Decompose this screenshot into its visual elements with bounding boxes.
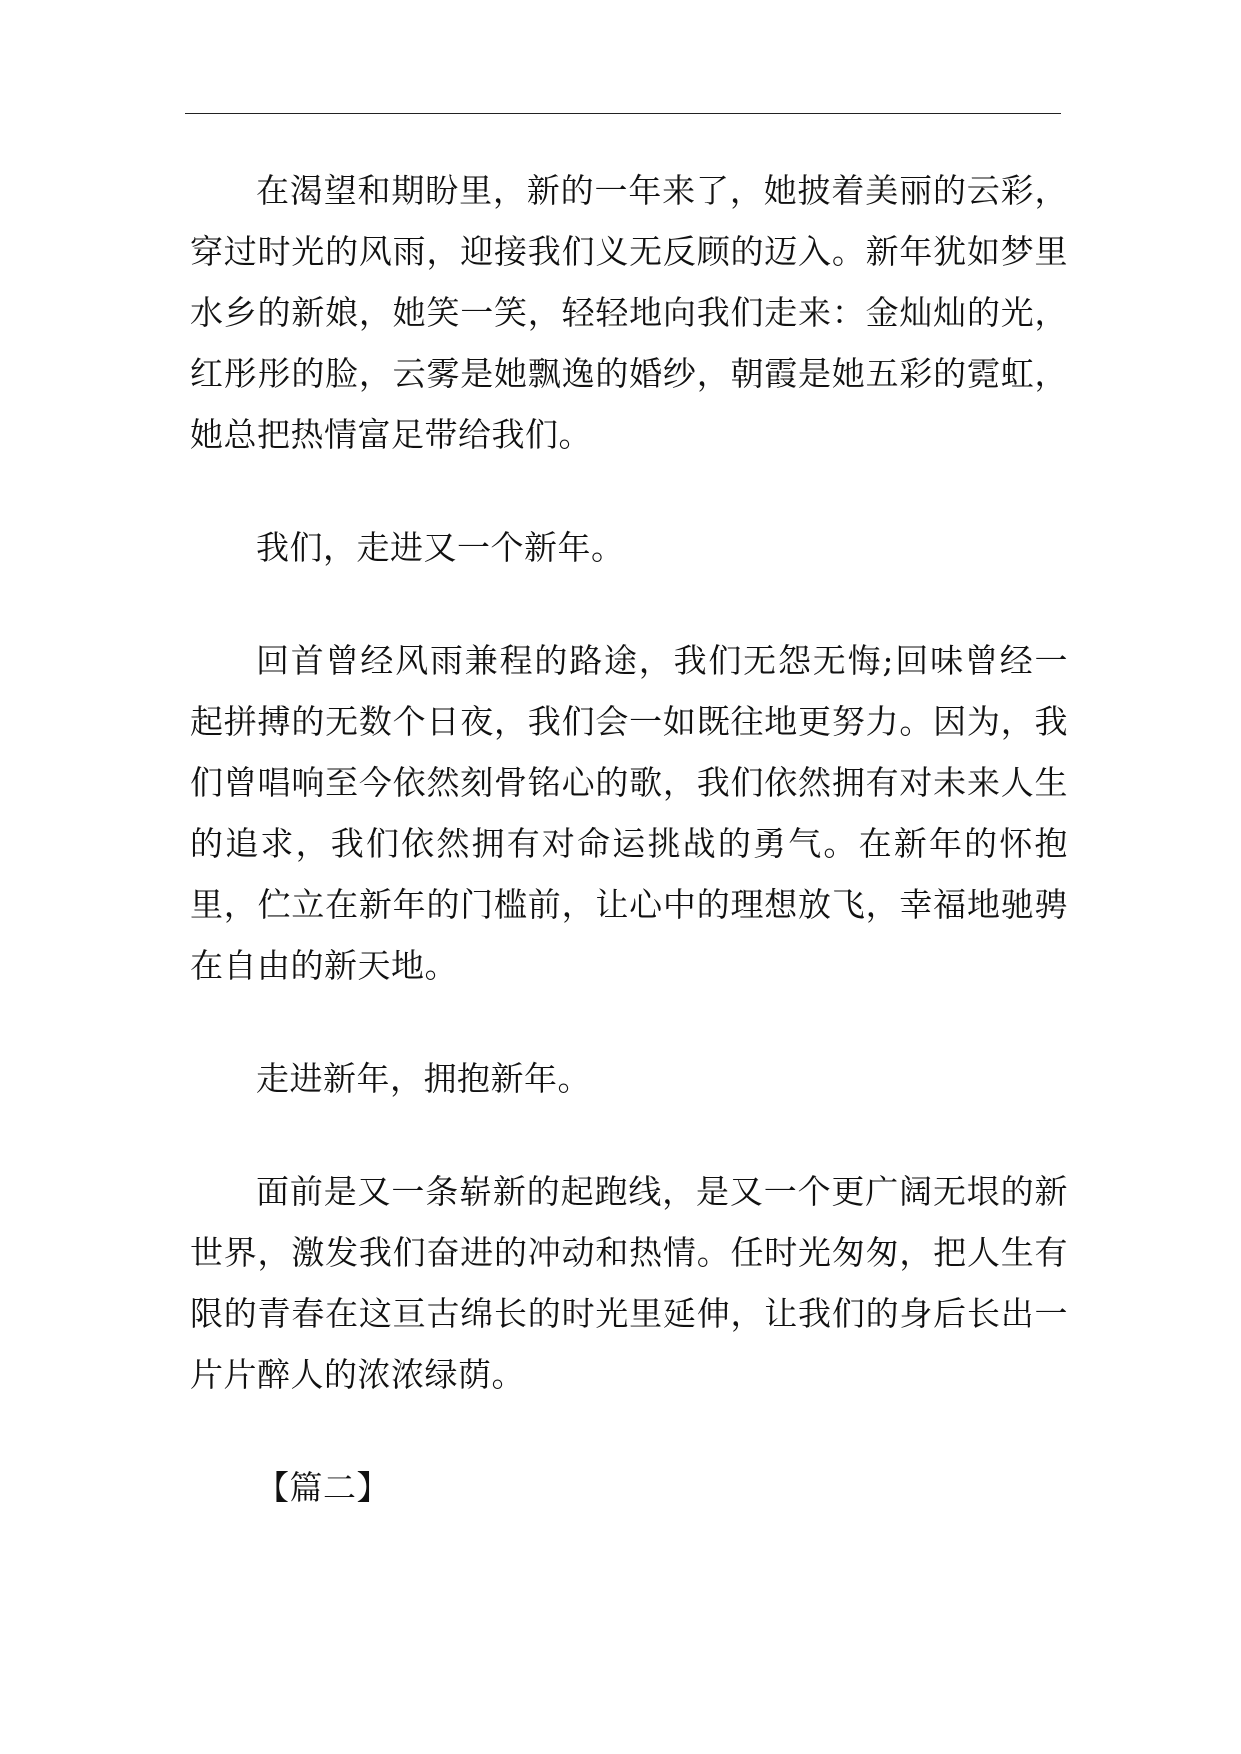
paragraph-5: 面前是又一条崭新的起跑线，是又一个更广阔无垠的新世界，激发我们奋进的冲动和热情。任时光匆匆，把人生有限的青春在这亘古绵长的时光里延伸，让我们的身后长出一片片醉人的浓浓绿荫。 bbox=[190, 1172, 1068, 1394]
paragraph-4: 走进新年，拥抱新年。 bbox=[256, 1059, 591, 1098]
paragraph-2: 我们，走进又一个新年。 bbox=[256, 528, 625, 567]
header-rule bbox=[185, 113, 1061, 114]
paragraph-3: 回首曾经风雨兼程的路途，我们无怨无悔;回味曾经一起拼搏的无数个日夜，我们会一如既往地更努力。因为，我们曾唱响至今依然刻骨铭心的歌，我们依然拥有对未来人生的追求，我们依然拥有对命运挑战的勇气。在新年的怀抱里，伫立在新年的门槛前，让心中的理想放飞，幸福地驰骋在自由的新天地。 bbox=[190, 641, 1068, 985]
paragraph-1: 在渴望和期盼里，新的一年来了，她披着美丽的云彩，穿过时光的风雨，迎接我们义无反顾的迈入。新年犹如梦里水乡的新娘，她笑一笑，轻轻地向我们走来：金灿灿的光，红彤彤的脸，云雾是她飘逸的婚纱，朝霞是她五彩的霓虹，她总把热情富足带给我们。 bbox=[190, 171, 1068, 454]
document-body bbox=[190, 160, 1068, 1518]
section-title: 【篇二】 bbox=[256, 1468, 390, 1507]
